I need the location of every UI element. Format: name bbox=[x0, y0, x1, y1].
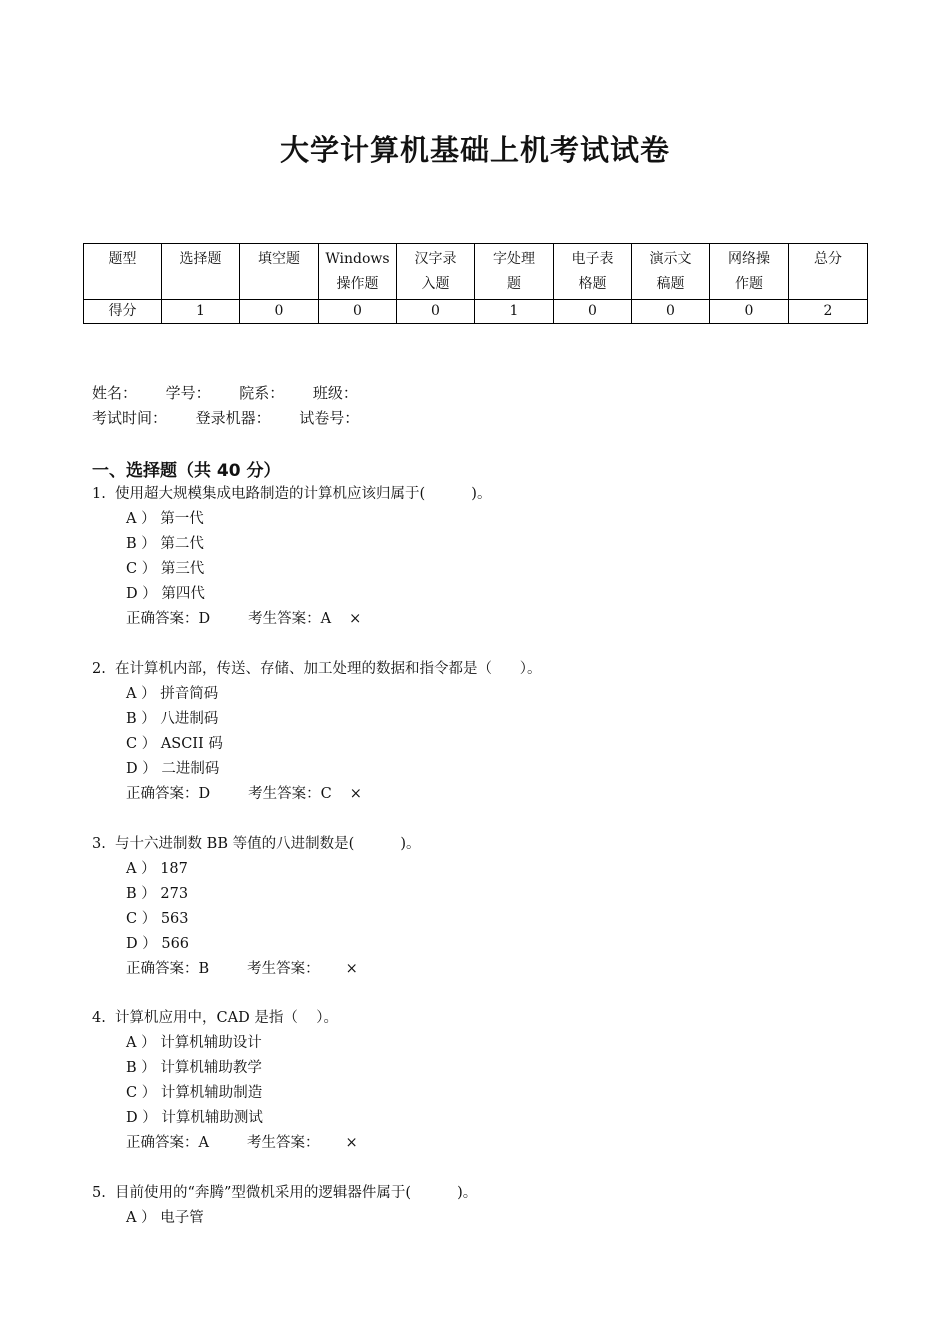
question-stem: 3. 与十六进制数 BB 等值的八进制数是( )。 bbox=[92, 836, 421, 852]
question-stem: 5. 目前使用的“奔腾”型微机采用的逻辑器件属于( )。 bbox=[92, 1185, 478, 1201]
correct-answer: B bbox=[198, 961, 210, 977]
option: D ） 二进制码 bbox=[126, 761, 220, 777]
score-table-value-row bbox=[84, 300, 868, 324]
page-title: 大学计算机基础上机考试试卷 bbox=[279, 133, 670, 167]
value-cell: 得分 bbox=[84, 300, 162, 324]
option: C ） 计算机辅助制造 bbox=[126, 1085, 263, 1101]
answer-line: 正确答案：D 考生答案：C × bbox=[126, 786, 362, 802]
exam-info-line: 考试时间： 登录机器： 试卷号： bbox=[92, 409, 360, 427]
option: A ） 第一代 bbox=[126, 511, 204, 527]
option: C ） 第三代 bbox=[126, 561, 205, 577]
option: B ） 第二代 bbox=[126, 536, 204, 552]
header-cell: 网络操 作题 bbox=[710, 244, 789, 300]
option: C ） 563 bbox=[126, 911, 189, 927]
header-cell: 演示文 稿题 bbox=[632, 244, 710, 300]
value-cell: 0 bbox=[710, 300, 789, 324]
answer-line: 正确答案：B 考生答案： × bbox=[126, 961, 358, 977]
value-cell: 0 bbox=[397, 300, 475, 324]
correct-answer: D bbox=[198, 786, 211, 802]
header-cell: 总分 bbox=[789, 244, 868, 300]
question-stem: 4. 计算机应用中，CAD 是指（ ）。 bbox=[92, 1010, 339, 1026]
value-cell: 0 bbox=[632, 300, 710, 324]
option: B ） 八进制码 bbox=[126, 711, 219, 727]
option: A ） 计算机辅助设计 bbox=[126, 1035, 262, 1051]
header-cell: 字处理 题 bbox=[475, 244, 554, 300]
option: A ） 电子管 bbox=[126, 1210, 204, 1226]
value-cell: 0 bbox=[319, 300, 397, 324]
option: B ） 计算机辅助教学 bbox=[126, 1060, 262, 1076]
value-cell: 0 bbox=[240, 300, 319, 324]
student-answer: C bbox=[320, 786, 332, 802]
header-cell: Windows 操作题 bbox=[319, 244, 397, 300]
wrong-mark-icon: × bbox=[345, 961, 358, 977]
score-table-header-row bbox=[84, 244, 868, 300]
value-cell: 1 bbox=[162, 300, 240, 324]
header-cell: 题型 bbox=[84, 244, 162, 300]
student-answer: A bbox=[320, 611, 332, 627]
header-cell: 汉字录 入题 bbox=[397, 244, 475, 300]
wrong-mark-icon: × bbox=[349, 786, 362, 802]
option: A ） 拼音简码 bbox=[126, 686, 219, 702]
wrong-mark-icon: × bbox=[345, 1135, 358, 1151]
score-table bbox=[83, 243, 868, 324]
question-stem: 2. 在计算机内部，传送、存储、加工处理的数据和指令都是（ ）。 bbox=[92, 661, 542, 677]
section-heading: 一、选择题（共 40 分） bbox=[92, 461, 281, 481]
wrong-mark-icon: × bbox=[349, 611, 362, 627]
answer-line: 正确答案：D 考生答案：A × bbox=[126, 611, 362, 627]
option: D ） 计算机辅助测试 bbox=[126, 1110, 263, 1126]
option: A ） 187 bbox=[126, 861, 188, 877]
student-info-line: 姓名： 学号： 院系： 班级： bbox=[92, 384, 358, 402]
option: D ） 566 bbox=[126, 936, 190, 952]
header-cell: 填空题 bbox=[240, 244, 319, 300]
value-cell: 0 bbox=[554, 300, 632, 324]
correct-answer: D bbox=[198, 611, 211, 627]
value-cell: 1 bbox=[475, 300, 554, 324]
correct-answer: A bbox=[198, 1135, 209, 1151]
question-stem: 1. 使用超大规模集成电路制造的计算机应该归属于( )。 bbox=[92, 486, 492, 502]
header-cell: 选择题 bbox=[162, 244, 240, 300]
header-cell: 电子表 格题 bbox=[554, 244, 632, 300]
option: B ） 273 bbox=[126, 886, 189, 902]
value-cell: 2 bbox=[789, 300, 868, 324]
option: C ） ASCII 码 bbox=[126, 736, 223, 752]
option: D ） 第四代 bbox=[126, 586, 205, 602]
answer-line: 正确答案：A 考生答案： × bbox=[126, 1135, 358, 1151]
